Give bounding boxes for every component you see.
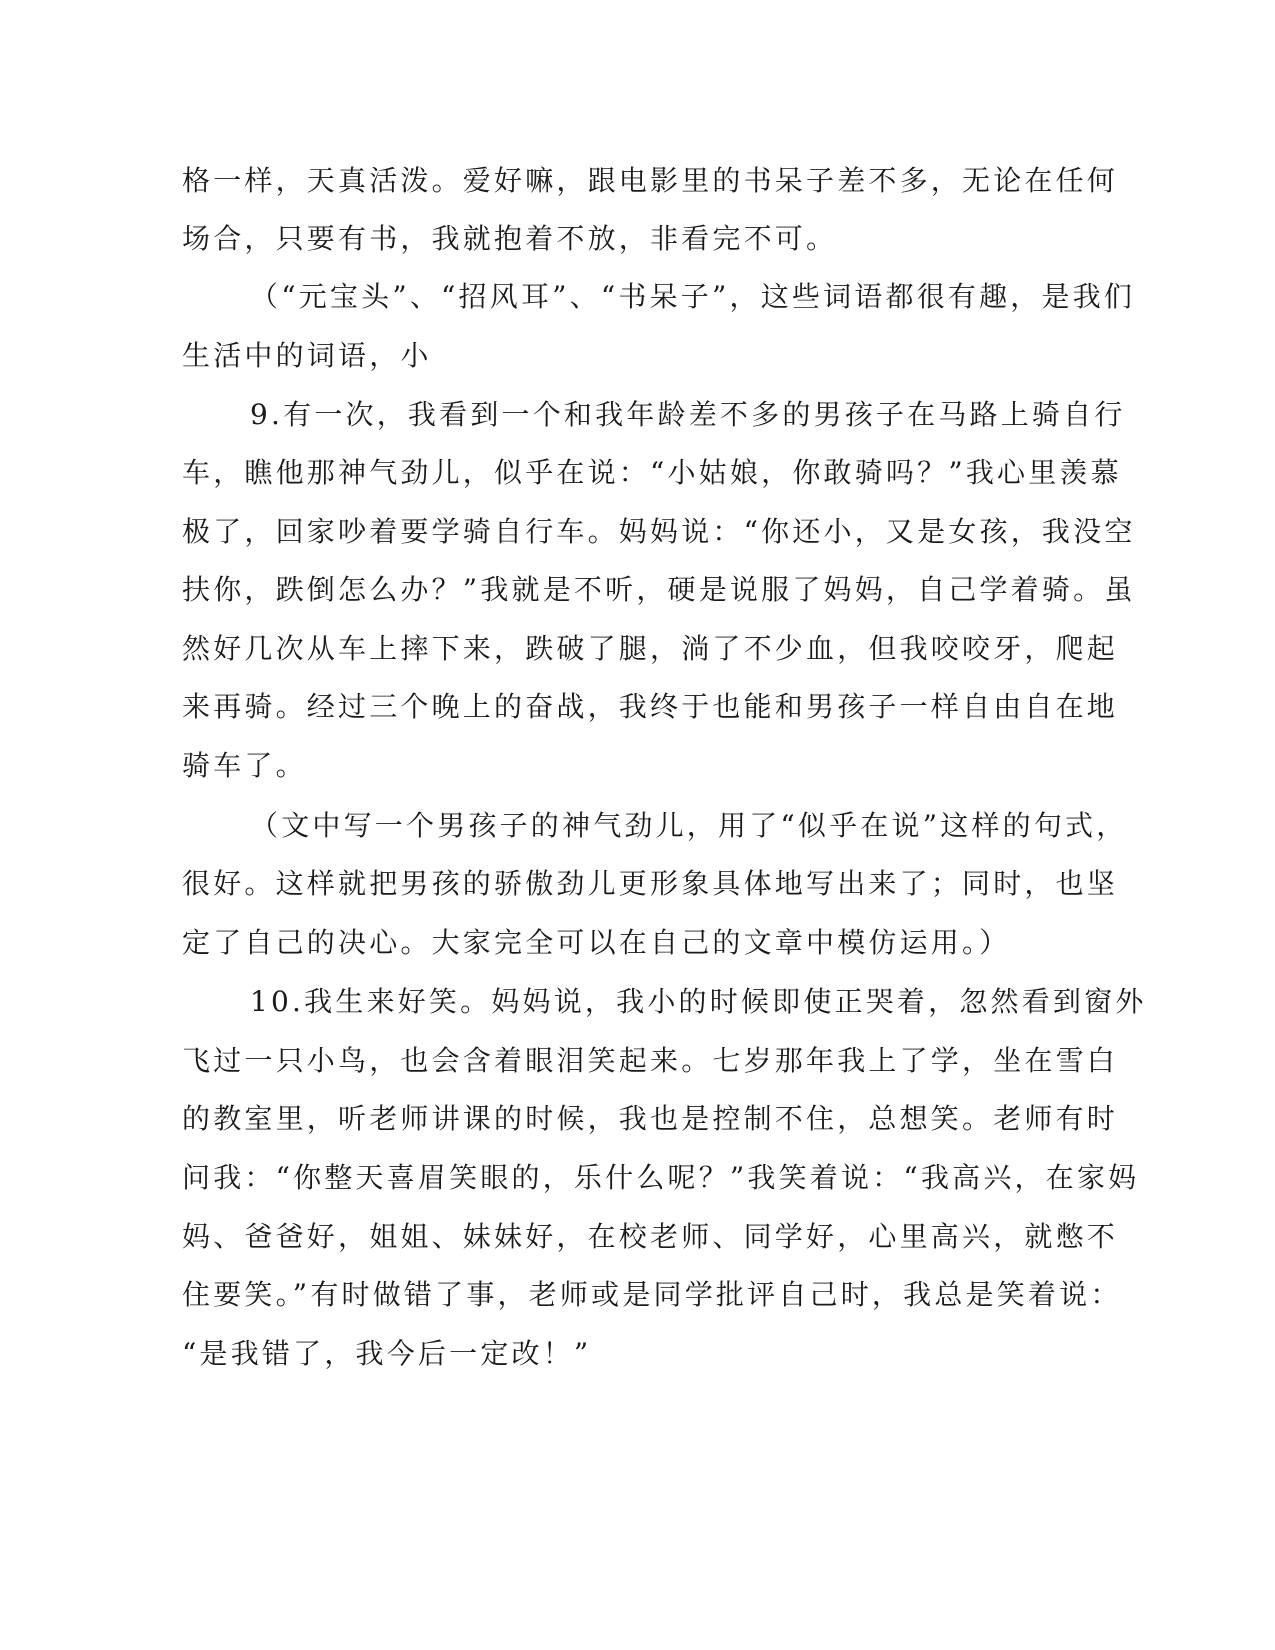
text-line: 问我：“你整天喜眉笑眼的，乐什么呢？”我笑着说：“我高兴，在家妈	[182, 1161, 1140, 1194]
text-line: 扶你，跌倒怎么办？”我就是不听，硬是说服了妈妈，自己学着骑。虽	[182, 573, 1136, 606]
text-line: 然好几次从车上摔下来，跌破了腿，淌了不少血，但我咬咬牙，爬起	[182, 632, 1119, 665]
text-line: “是我错了，我今后一定改！”	[182, 1337, 592, 1370]
text-line: 飞过一只小鸟，也会含着眼泪笑起来。七岁那年我上了学，坐在雪白	[182, 1044, 1119, 1077]
annotation-line: （文中写一个男孩子的神气劲儿，用了“似乎在说”这样的句式，	[250, 809, 1128, 842]
text-line: 的教室里，听老师讲课的时候，我也是控制不住，总想笑。老师有时	[182, 1102, 1119, 1135]
text-line: 车，瞧他那神气劲儿，似乎在说：“小姑娘，你敢骑吗？”我心里羡慕	[182, 456, 1122, 489]
paragraph-9-start: 9.有一次，我看到一个和我年龄差不多的男孩子在马路上骑自行	[250, 398, 1126, 431]
text-line: 格一样，天真活泼。爱好嘛，跟电影里的书呆子差不多，无论在任何	[182, 164, 1119, 197]
text-line: 极了，回家吵着要学骑自行车。妈妈说：“你还小，又是女孩，我没空	[182, 515, 1136, 548]
text-line: 妈、爸爸好，姐姐、妹妹好，在校老师、同学好，心里高兴，就憋不	[182, 1220, 1119, 1253]
text-line: 住要笑。”有时做错了事，老师或是同学批评自己时，我总是笑着说：	[182, 1278, 1122, 1311]
annotation-line: 很好。这样就把男孩的骄傲劲儿更形象具体地写出来了；同时，也坚	[182, 867, 1119, 900]
text-line: 来再骑。经过三个晚上的奋战，我终于也能和男孩子一样自由自在地	[182, 690, 1119, 723]
text-line: 骑车了。	[182, 749, 307, 782]
annotation-line: （“元宝头”、“招风耳”、“书呆子”，这些词语都很有趣，是我们	[250, 280, 1136, 313]
annotation-line: 生活中的词语，小	[182, 339, 432, 372]
annotation-line: 定了自己的决心。大家完全可以在自己的文章中模仿运用。）	[182, 926, 1011, 959]
text-line: 场合，只要有书，我就抱着不放，非看完不可。	[182, 222, 838, 255]
paragraph-10-start: 10.我生来好笑。妈妈说，我小的时候即使正哭着，忽然看到窗外	[250, 985, 1147, 1018]
